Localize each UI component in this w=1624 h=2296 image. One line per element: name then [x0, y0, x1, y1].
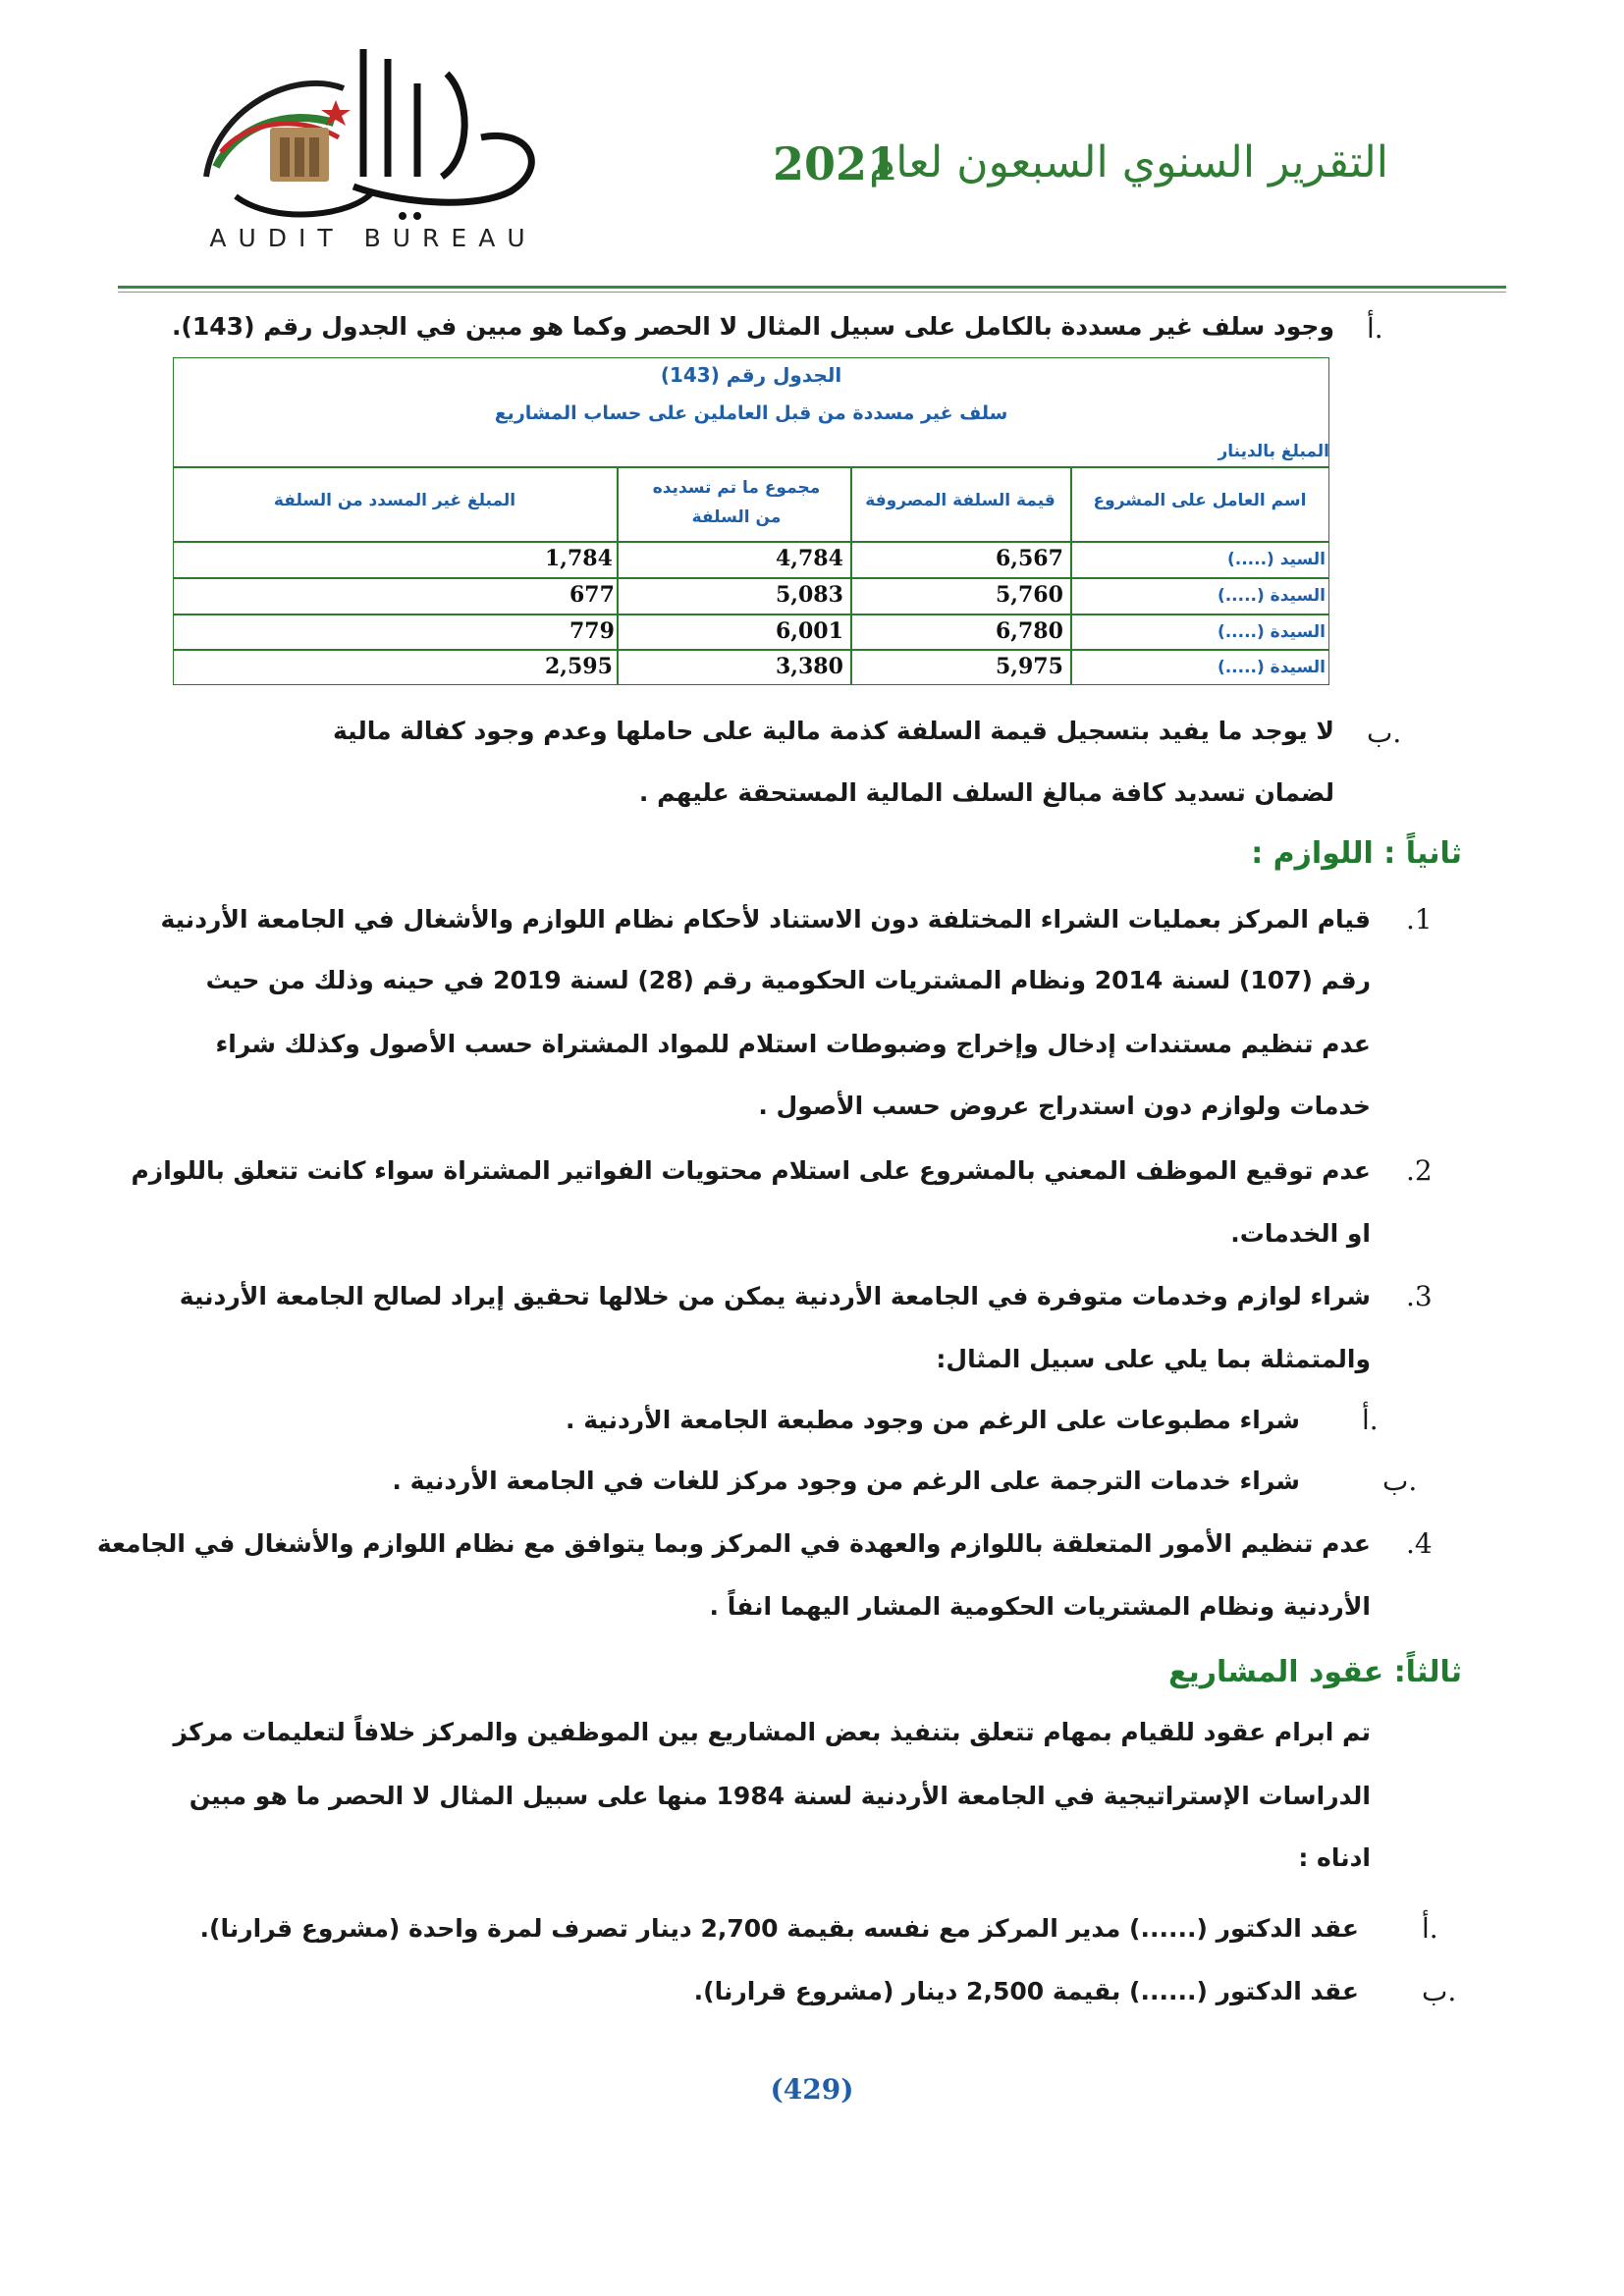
- table-title: الجدول رقم (143): [660, 363, 842, 387]
- s2-subitem-b-text: شراء خدمات الترجمة على الرغم من وجود مركز للغات في الجامعة الأردنية .: [392, 1467, 1300, 1495]
- section-2-heading: ثانياً : اللوازم :: [1251, 836, 1462, 871]
- s2-item-2-line-1: عدم توقيع الموظف المعني بالمشروع على استلام محتويات الفواتير المشتراة سواء كانت تتعلق باللوازم: [131, 1156, 1371, 1185]
- section-3-heading: ثالثاً: عقود المشاريع: [1168, 1655, 1462, 1689]
- row-4-name: السيدة (.....): [1217, 658, 1326, 677]
- s2-item-4-marker: .4: [1406, 1527, 1433, 1560]
- table-rule: [173, 466, 1329, 468]
- row-1-value: 6,567: [996, 546, 1063, 571]
- s3-item-a-marker: أ.: [1422, 1912, 1438, 1945]
- table-col-rule: [850, 466, 852, 685]
- table-col-rule: [1070, 466, 1072, 685]
- table-subtitle: سلف غير مسددة من قبل العاملين على حساب المشاريع: [494, 402, 1008, 424]
- item-b-line-2: لضمان تسديد كافة مبالغ السلف المالية المستحقة عليهم .: [638, 778, 1334, 807]
- header-unpaid: المبلغ غير المسدد من السلفة: [273, 491, 516, 510]
- header-divider: [118, 286, 1506, 289]
- s2-item-1-marker: .1: [1406, 903, 1433, 935]
- s2-item-2-line-2: او الخدمات.: [1230, 1219, 1371, 1248]
- row-3-name: السيدة (.....): [1217, 622, 1326, 642]
- s2-item-3-line-2: والمتمثلة بما يلي على سبيل المثال:: [936, 1345, 1371, 1373]
- s2-subitem-a-marker: أ.: [1362, 1404, 1379, 1436]
- row-4-repaid: 3,380: [776, 654, 843, 679]
- s2-item-1-line-1: قيام المركز بعمليات الشراء المختلفة دون الاستناد لأحكام نظام اللوازم والأشغال في الجامعة الأردنية: [160, 905, 1371, 934]
- s2-subitem-a-text: شراء مطبوعات على الرغم من وجود مطبعة الجامعة الأردنية .: [566, 1406, 1300, 1434]
- report-year: 2021: [773, 137, 899, 190]
- s2-item-3-line-1: شراء لوازم وخدمات متوفرة في الجامعة الأردنية يمكن من خلالها تحقيق إيراد لصالح الجامعة الأردنية: [179, 1282, 1371, 1310]
- s3-item-a-text: عقد الدكتور (......) مدير المركز مع نفسه بقيمة 2,700 دينار تصرف لمرة واحدة (مشروع قرارنا).: [199, 1914, 1359, 1943]
- table-col-rule: [617, 466, 619, 685]
- row-2-name: السيدة (.....): [1217, 586, 1326, 606]
- header-repaid: مجموع ما تم تسديده من السلفة: [652, 478, 821, 527]
- row-2-value: 5,760: [996, 582, 1063, 608]
- row-4-value: 5,975: [996, 654, 1063, 679]
- item-b-marker: ب.: [1367, 717, 1402, 749]
- page-number: (429): [770, 2073, 854, 2106]
- s3-item-b-marker: ب.: [1422, 1975, 1457, 2007]
- row-3-value: 6,780: [996, 618, 1063, 644]
- header-divider-thin: [118, 292, 1506, 293]
- table-rule: [173, 649, 1329, 651]
- intro-text: وجود سلف غير مسددة بالكامل على سبيل المثال لا الحصر وكما هو مبين في الجدول رقم (143).: [171, 312, 1334, 341]
- s2-item-4-line-1: عدم تنظيم الأمور المتعلقة باللوازم والعهدة في المركز وبما يتوافق مع نظام اللوازم والأشغال في الجامعة: [96, 1529, 1371, 1558]
- row-3-repaid: 6,001: [776, 618, 843, 644]
- s2-subitem-b-marker: ب.: [1382, 1465, 1418, 1497]
- header-name: اسم العامل على المشروع: [1093, 491, 1307, 510]
- row-1-unpaid: 1,784: [545, 546, 613, 571]
- intro-marker: أ.: [1367, 312, 1383, 345]
- s2-item-4-line-2: الأردنية ونظام المشتريات الحكومية المشار اليهما انفاً .: [709, 1592, 1371, 1621]
- table-rule: [173, 541, 1329, 543]
- row-1-repaid: 4,784: [776, 546, 843, 571]
- logo-english-text: AUDIT BUREAU: [209, 224, 537, 252]
- table-rule: [173, 577, 1329, 579]
- s2-item-3-marker: .3: [1406, 1280, 1433, 1312]
- s2-item-1-line-3: عدم تنظيم مستندات إدخال وإخراج وضبوطات استلام للمواد المشتراة حسب الأصول وكذلك شراء: [215, 1030, 1371, 1058]
- s2-item-2-marker: .2: [1406, 1154, 1433, 1187]
- header-value: قيمة السلفة المصروفة: [865, 491, 1056, 510]
- s2-item-1-line-2: رقم (107) لسنة 2014 ونظام المشتريات الحكومية رقم (28) لسنة 2019 في حينه وذلك من حيث: [205, 966, 1371, 994]
- s3-line-1: تم ابرام عقود للقيام بمهام تتعلق بتنفيذ بعض المشاريع بين الموظفين والمركز خلافاً لتعليمات مركز: [173, 1718, 1371, 1746]
- s3-item-b-text: عقد الدكتور (......) بقيمة 2,500 دينار (مشروع قرارنا).: [693, 1977, 1359, 2005]
- row-4-unpaid: 2,595: [545, 654, 613, 679]
- table-unit: المبلغ بالدينار: [1218, 442, 1329, 461]
- item-b-line-1: لا يوجد ما يفيد بتسجيل قيمة السلفة كذمة مالية على حاملها وعدم وجود كفالة مالية: [332, 717, 1334, 745]
- row-2-unpaid: 677: [569, 582, 615, 608]
- row-2-repaid: 5,083: [776, 582, 843, 608]
- s2-item-1-line-4: خدمات ولوازم دون استدراج عروض حسب الأصول .: [758, 1092, 1371, 1120]
- row-1-name: السيد (.....): [1226, 550, 1326, 569]
- row-3-unpaid: 779: [569, 618, 615, 644]
- report-title: التقرير السنوي السبعون لعام: [869, 137, 1388, 187]
- s3-line-2: الدراسات الإستراتيجية في الجامعة الأردنية لسنة 1984 منها على سبيل المثال لا الحصر ما هو مبين: [189, 1782, 1371, 1810]
- table-rule: [173, 614, 1329, 615]
- s3-line-3: ادناه :: [1298, 1843, 1371, 1872]
